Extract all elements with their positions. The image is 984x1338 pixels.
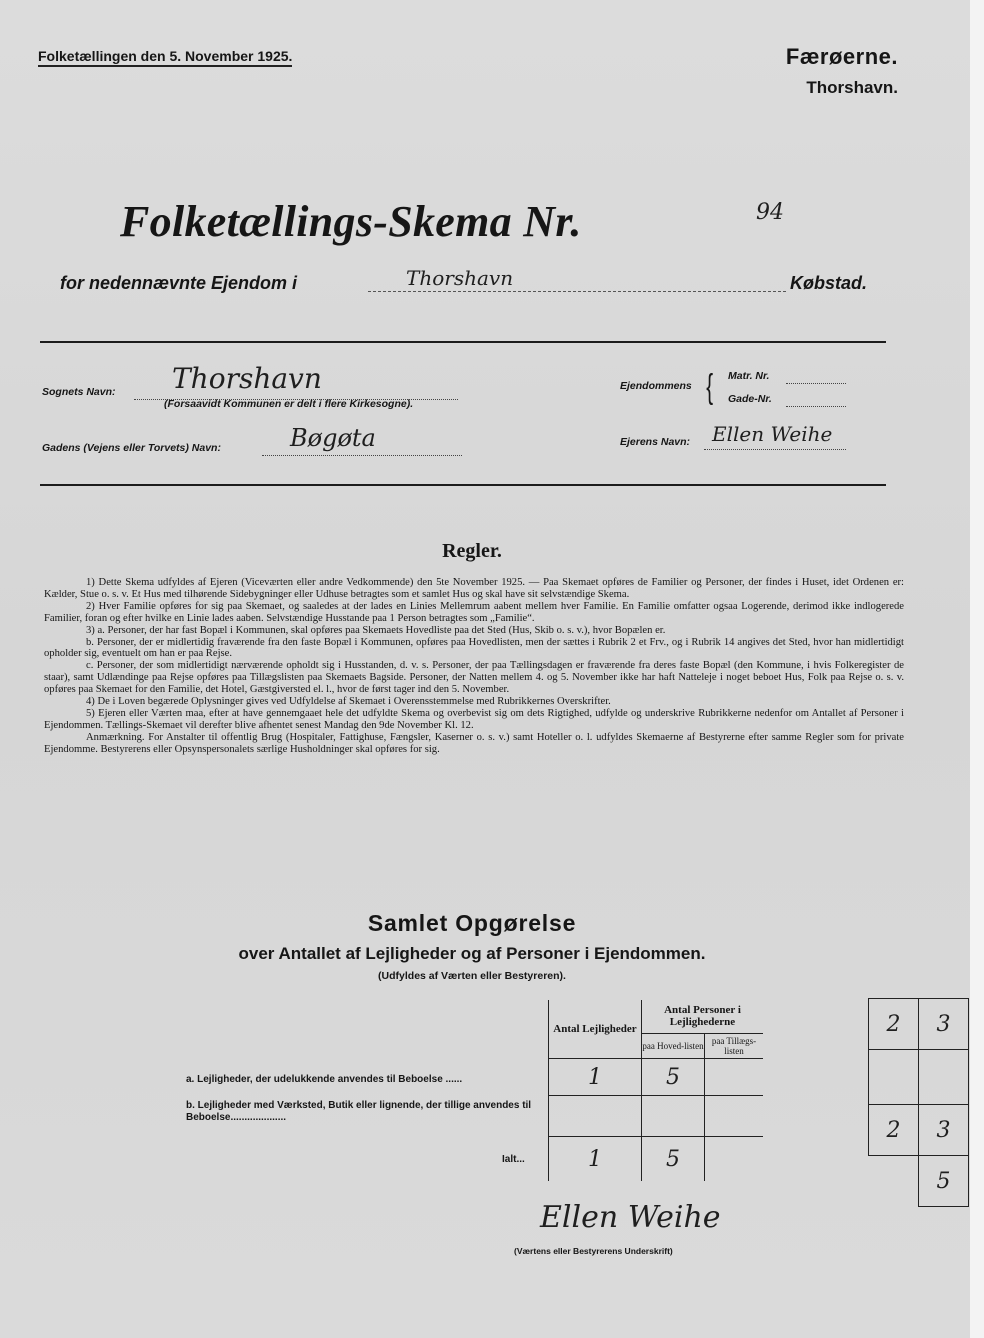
row-b-tillaegsliste <box>705 1096 764 1137</box>
matr-label: Matr. Nr. <box>728 370 770 382</box>
form-title: Folketællings-Skema Nr. <box>120 197 582 246</box>
side-r4-c2: 5 <box>919 1156 969 1207</box>
rule-paragraph: 5) Ejeren eller Værten maa, efter at have gennemgaaet hele det udfyldte Skema og overbevist sig om dets Rigtighed, udfylde og underskrive Rubrikkerne nedenfor om Antallet af Personer i Ejendommen. Tællings-Skemaet vil derefter blive afhentet senest Mandag den 9de November Kl. 12. <box>44 707 904 731</box>
header-lejligheder: Antal Lejligheder <box>549 1000 642 1059</box>
rules-body <box>44 577 904 756</box>
town-name: Thorshavn. <box>806 78 898 97</box>
rule-paragraph: 3) a. Personer, der har fast Bopæl i Kommunen, skal opføres paa Skemaets Hovedliste paa det Sted (Hus, Skib o. s. v.), hvor Bopælen er. <box>86 624 666 636</box>
row-a-tillaegsliste <box>705 1059 764 1096</box>
rule-paragraph: b. Personer, der er midlertidig fraværende fra den faste Bopæl i Kommunen, opføres paa Hovedlisten, men der sættes i Rubrik 2 et Frv., og i Rubrik 14 angives det Sted, hvor han midlertidigt opholder sig, eventuelt om han er paa Rejse. <box>44 636 904 660</box>
row-b-label: b. Lejligheder med Værksted, Butik eller lignende, der tillige anvendes til Beboelse.................... <box>186 1100 532 1123</box>
rule-paragraph: 4) De i Loven begærede Oplysninger gives ved Udfyldelse af Skemaet i Overensstemmelse med Rubrikkernes Overskrifter. <box>86 696 611 708</box>
property-label: Ejendommens <box>620 380 692 392</box>
side-r3-c2: 3 <box>919 1105 969 1156</box>
kobstad-label: Købstad. <box>790 273 868 293</box>
rule-paragraph: 2) Hver Familie opføres for sig paa Skemaet, og saaledes at der lades en Linies Mellemrum aabent mellem hver Familie. En Familie omfatter ogsaa Logerende, derimod ikke indlogerede Familier, foran og efter hvilke en Linie lades aaben. Selvstændige Husstande paa 1 Person betragtes som „Familie“. <box>44 600 904 624</box>
summary-title: Samlet Opgørelse <box>367 910 577 936</box>
row-a-label: a. Lejligheder, der udelukkende anvendes til Beboelse ...... <box>186 1074 463 1085</box>
rule-paragraph: c. Personer, der som midlertidigt nærværende opholdt sig i Husstanden, d. v. s. Personer, der paa Tællingsdagen er fraværende fra deres faste Bopæl (den Kommune, i hvis Folkeregister de staar), samt Udlændinge paa Rejse opføres paa Tillægslisten paa Skemaets Bagside. Personer, der Natten mellem 4. og 5. November ikke har haft Natteleje i noget beboet Hus, Folk paa Rejse o. s. v. opføres paa Skemaet for den Familie, det Hotel, Gæstgiversted el. l., hvor de først tager ind den 5. November. <box>44 660 904 696</box>
side-r3-c1: 2 <box>869 1105 919 1156</box>
brace-symbol: { <box>706 368 714 406</box>
street-label: Gadens (Vejens eller Torvets) Navn: <box>42 442 221 454</box>
row-b-lejligheder <box>549 1096 642 1137</box>
parish-label: Sognets Navn: <box>42 386 116 398</box>
place-underline <box>368 290 786 292</box>
parish-value: Thorshavn <box>172 362 322 395</box>
side-r2-c1 <box>869 1050 919 1105</box>
form-number-value: 94 <box>756 200 784 225</box>
region-name: Færøerne. <box>785 44 898 69</box>
header-personer: Antal Personer i Lejlighederne <box>642 1000 764 1033</box>
census-date: Folketællingen den 5. November 1925. <box>38 48 292 67</box>
summary-table <box>548 1000 763 1181</box>
owner-signature: Ellen Weihe <box>540 1200 721 1235</box>
street-underline <box>262 454 462 456</box>
matr-underline <box>786 382 846 384</box>
gade-underline <box>786 405 846 407</box>
property-prefix: for nedennævnte Ejendom i <box>60 273 298 293</box>
scan-edge <box>970 0 984 1338</box>
parish-note: (Forsaavidt Kommunen er delt i flere Kirkesogne). <box>164 398 414 410</box>
summary-note: (Udfyldes af Værten eller Bestyreren). <box>378 970 566 982</box>
signature-caption: (Værtens eller Bestyrerens Underskrift) <box>514 1246 673 1256</box>
divider-top <box>40 341 886 343</box>
owner-label: Ejerens Navn: <box>620 436 691 448</box>
street-value: Bøgøta <box>290 424 376 452</box>
row-a-lejligheder: 1 <box>549 1059 642 1096</box>
owner-underline <box>704 448 846 450</box>
total-label: Ialt... <box>502 1154 525 1165</box>
side-r1-c2: 3 <box>919 999 969 1050</box>
summary-subtitle: over Antallet af Lejligheder og af Personer i Ejendommen. <box>238 944 706 963</box>
row-a-hovedliste: 5 <box>642 1059 705 1096</box>
total-tillaegsliste <box>705 1137 764 1182</box>
side-r4-c1 <box>869 1156 919 1207</box>
owner-value: Ellen Weihe <box>712 422 833 446</box>
header-hovedliste: paa Hoved-listen <box>642 1033 705 1058</box>
total-hovedliste: 5 <box>642 1137 705 1182</box>
side-r1-c1: 2 <box>869 999 919 1050</box>
rule-paragraph: 1) Dette Skema udfyldes af Ejeren (Viceværten eller andre Vedkommende) den 5te November 1925. — Paa Skemaet opføres de Familier og Personer, der findes i Huset, idet Ordenen er: Kælder, Stue o. s. v. Et Hus med tilhørende Sidebygninger eller Udhuse betragtes som et samlet Hus og skal have sit selvstændige Skema. <box>44 577 904 600</box>
side-tally-box <box>868 998 969 1207</box>
gade-label: Gade-Nr. <box>728 393 772 405</box>
place-value: Thorshavn <box>406 266 514 290</box>
rules-title: Regler. <box>442 540 502 562</box>
rule-note: Anmærkning. For Anstalter til offentlig Brug (Hospitaler, Fattighuse, Fængsler, Kaserner o. s. v.) samt Hoteller o. l. udfyldes Skemaerne af Bestyrerne efter samme Regler som for private Ejendomme. Bestyrerens eller Opsynspersonalets særlige Husholdninger skal opføres for sig. <box>44 731 904 755</box>
total-lejligheder: 1 <box>549 1137 642 1182</box>
header-tillaegsliste: paa Tillægs-listen <box>705 1033 764 1058</box>
side-r2-c2 <box>919 1050 969 1105</box>
row-b-hovedliste <box>642 1096 705 1137</box>
divider-bottom <box>40 484 886 486</box>
